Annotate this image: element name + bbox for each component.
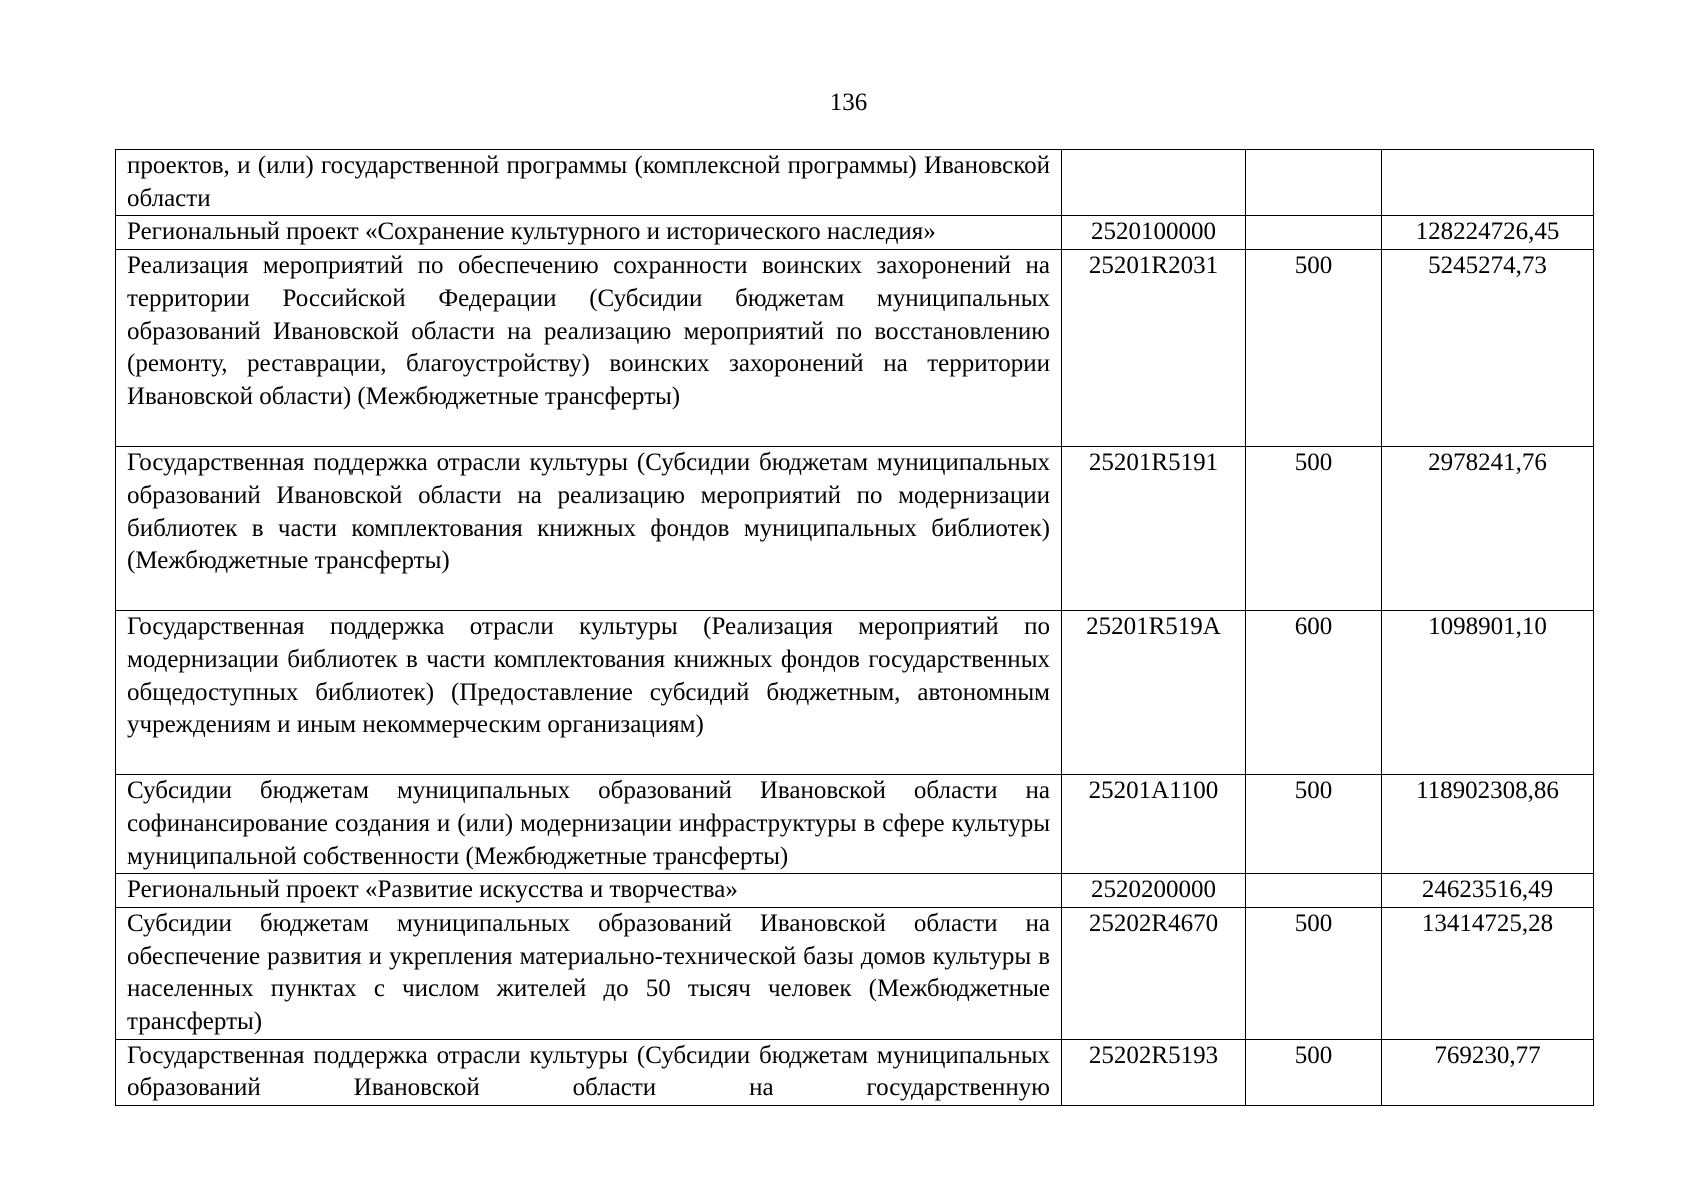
row-code-cell: 2520100000	[1062, 216, 1246, 250]
row-name-cell: Государственная поддержка отрасли культуры (Субсидии бюджетам муниципальных образований Ивановской области на государственную	[116, 1039, 1062, 1105]
row-name-cell: Государственная поддержка отрасли культуры (Субсидии бюджетам муниципальных образований Ивановской области на реализацию мероприятий по модернизации библиотек в части комплектования книжных фондов муниципальных библиотек) (Межбюджетные трансферты)	[116, 447, 1062, 611]
row-name-cell: Региональный проект «Сохранение культурного и исторического наследия»	[116, 216, 1062, 250]
table-row	[116, 1039, 1594, 1105]
row-code-cell: 25201R5191	[1062, 447, 1246, 611]
table-row	[116, 907, 1594, 1039]
row-type-cell: 600	[1246, 611, 1382, 775]
row-amount-cell: 5245274,73	[1382, 250, 1594, 447]
row-amount-cell: 13414725,28	[1382, 907, 1594, 1039]
row-type-cell: 500	[1246, 907, 1382, 1039]
row-name-cell: Реализация мероприятий по обеспечению сохранности воинских захоронений на территории Российской Федерации (Субсидии бюджетам муниципальных образований Ивановской области на реализацию мероприятий по восстановлению (ремонту, реставрации, благоустройству) воинских захоронений на территории Ивановской области) (Межбюджетные трансферты)	[116, 250, 1062, 447]
row-code-cell: 25202R5193	[1062, 1039, 1246, 1105]
row-type-cell	[1246, 216, 1382, 250]
table-row	[116, 216, 1594, 250]
row-amount-cell: 2978241,76	[1382, 447, 1594, 611]
row-type-cell	[1246, 874, 1382, 908]
row-type-cell: 500	[1246, 447, 1382, 611]
row-type-cell: 500	[1246, 775, 1382, 874]
row-amount-cell: 118902308,86	[1382, 775, 1594, 874]
row-amount-cell: 128224726,45	[1382, 216, 1594, 250]
row-type-cell: 500	[1246, 250, 1382, 447]
row-name-cell: проектов, и (или) государственной программы (комплексной программы) Ивановской области	[116, 150, 1062, 216]
row-amount-cell: 769230,77	[1382, 1039, 1594, 1105]
table-row	[116, 447, 1594, 611]
table-row	[116, 150, 1594, 216]
row-code-cell: 25202R4670	[1062, 907, 1246, 1039]
table-row	[116, 250, 1594, 447]
row-code-cell: 25201R2031	[1062, 250, 1246, 447]
row-amount-cell	[1382, 150, 1594, 216]
row-code-cell: 2520200000	[1062, 874, 1246, 908]
row-name-cell: Субсидии бюджетам муниципальных образований Ивановской области на софинансирование создания и (или) модернизации инфраструктуры в сфере культуры муниципальной собственности (Межбюджетные трансферты)	[116, 775, 1062, 874]
row-code-cell	[1062, 150, 1246, 216]
row-name-cell: Государственная поддержка отрасли культуры (Реализация мероприятий по модернизации библиотек в части комплектования книжных фондов государственных общедоступных библиотек) (Предоставление субсидий бюджетным, автономным учреждениям и иным некоммерческим организациям)	[116, 611, 1062, 775]
row-code-cell: 25201R519A	[1062, 611, 1246, 775]
table-row	[116, 775, 1594, 874]
row-name-cell: Субсидии бюджетам муниципальных образований Ивановской области на обеспечение развития и укрепления материально-технической базы домов культуры в населенных пунктах с числом жителей до 50 тысяч человек (Межбюджетные трансферты)	[116, 907, 1062, 1039]
row-type-cell	[1246, 150, 1382, 216]
table-row	[116, 611, 1594, 775]
budget-table	[115, 149, 1594, 1106]
row-amount-cell: 1098901,10	[1382, 611, 1594, 775]
row-name-cell: Региональный проект «Развитие искусства и творчества»	[116, 874, 1062, 908]
row-code-cell: 25201A1100	[1062, 775, 1246, 874]
row-type-cell: 500	[1246, 1039, 1382, 1105]
row-amount-cell: 24623516,49	[1382, 874, 1594, 908]
table-row	[116, 874, 1594, 908]
page-number: 136	[829, 89, 868, 116]
